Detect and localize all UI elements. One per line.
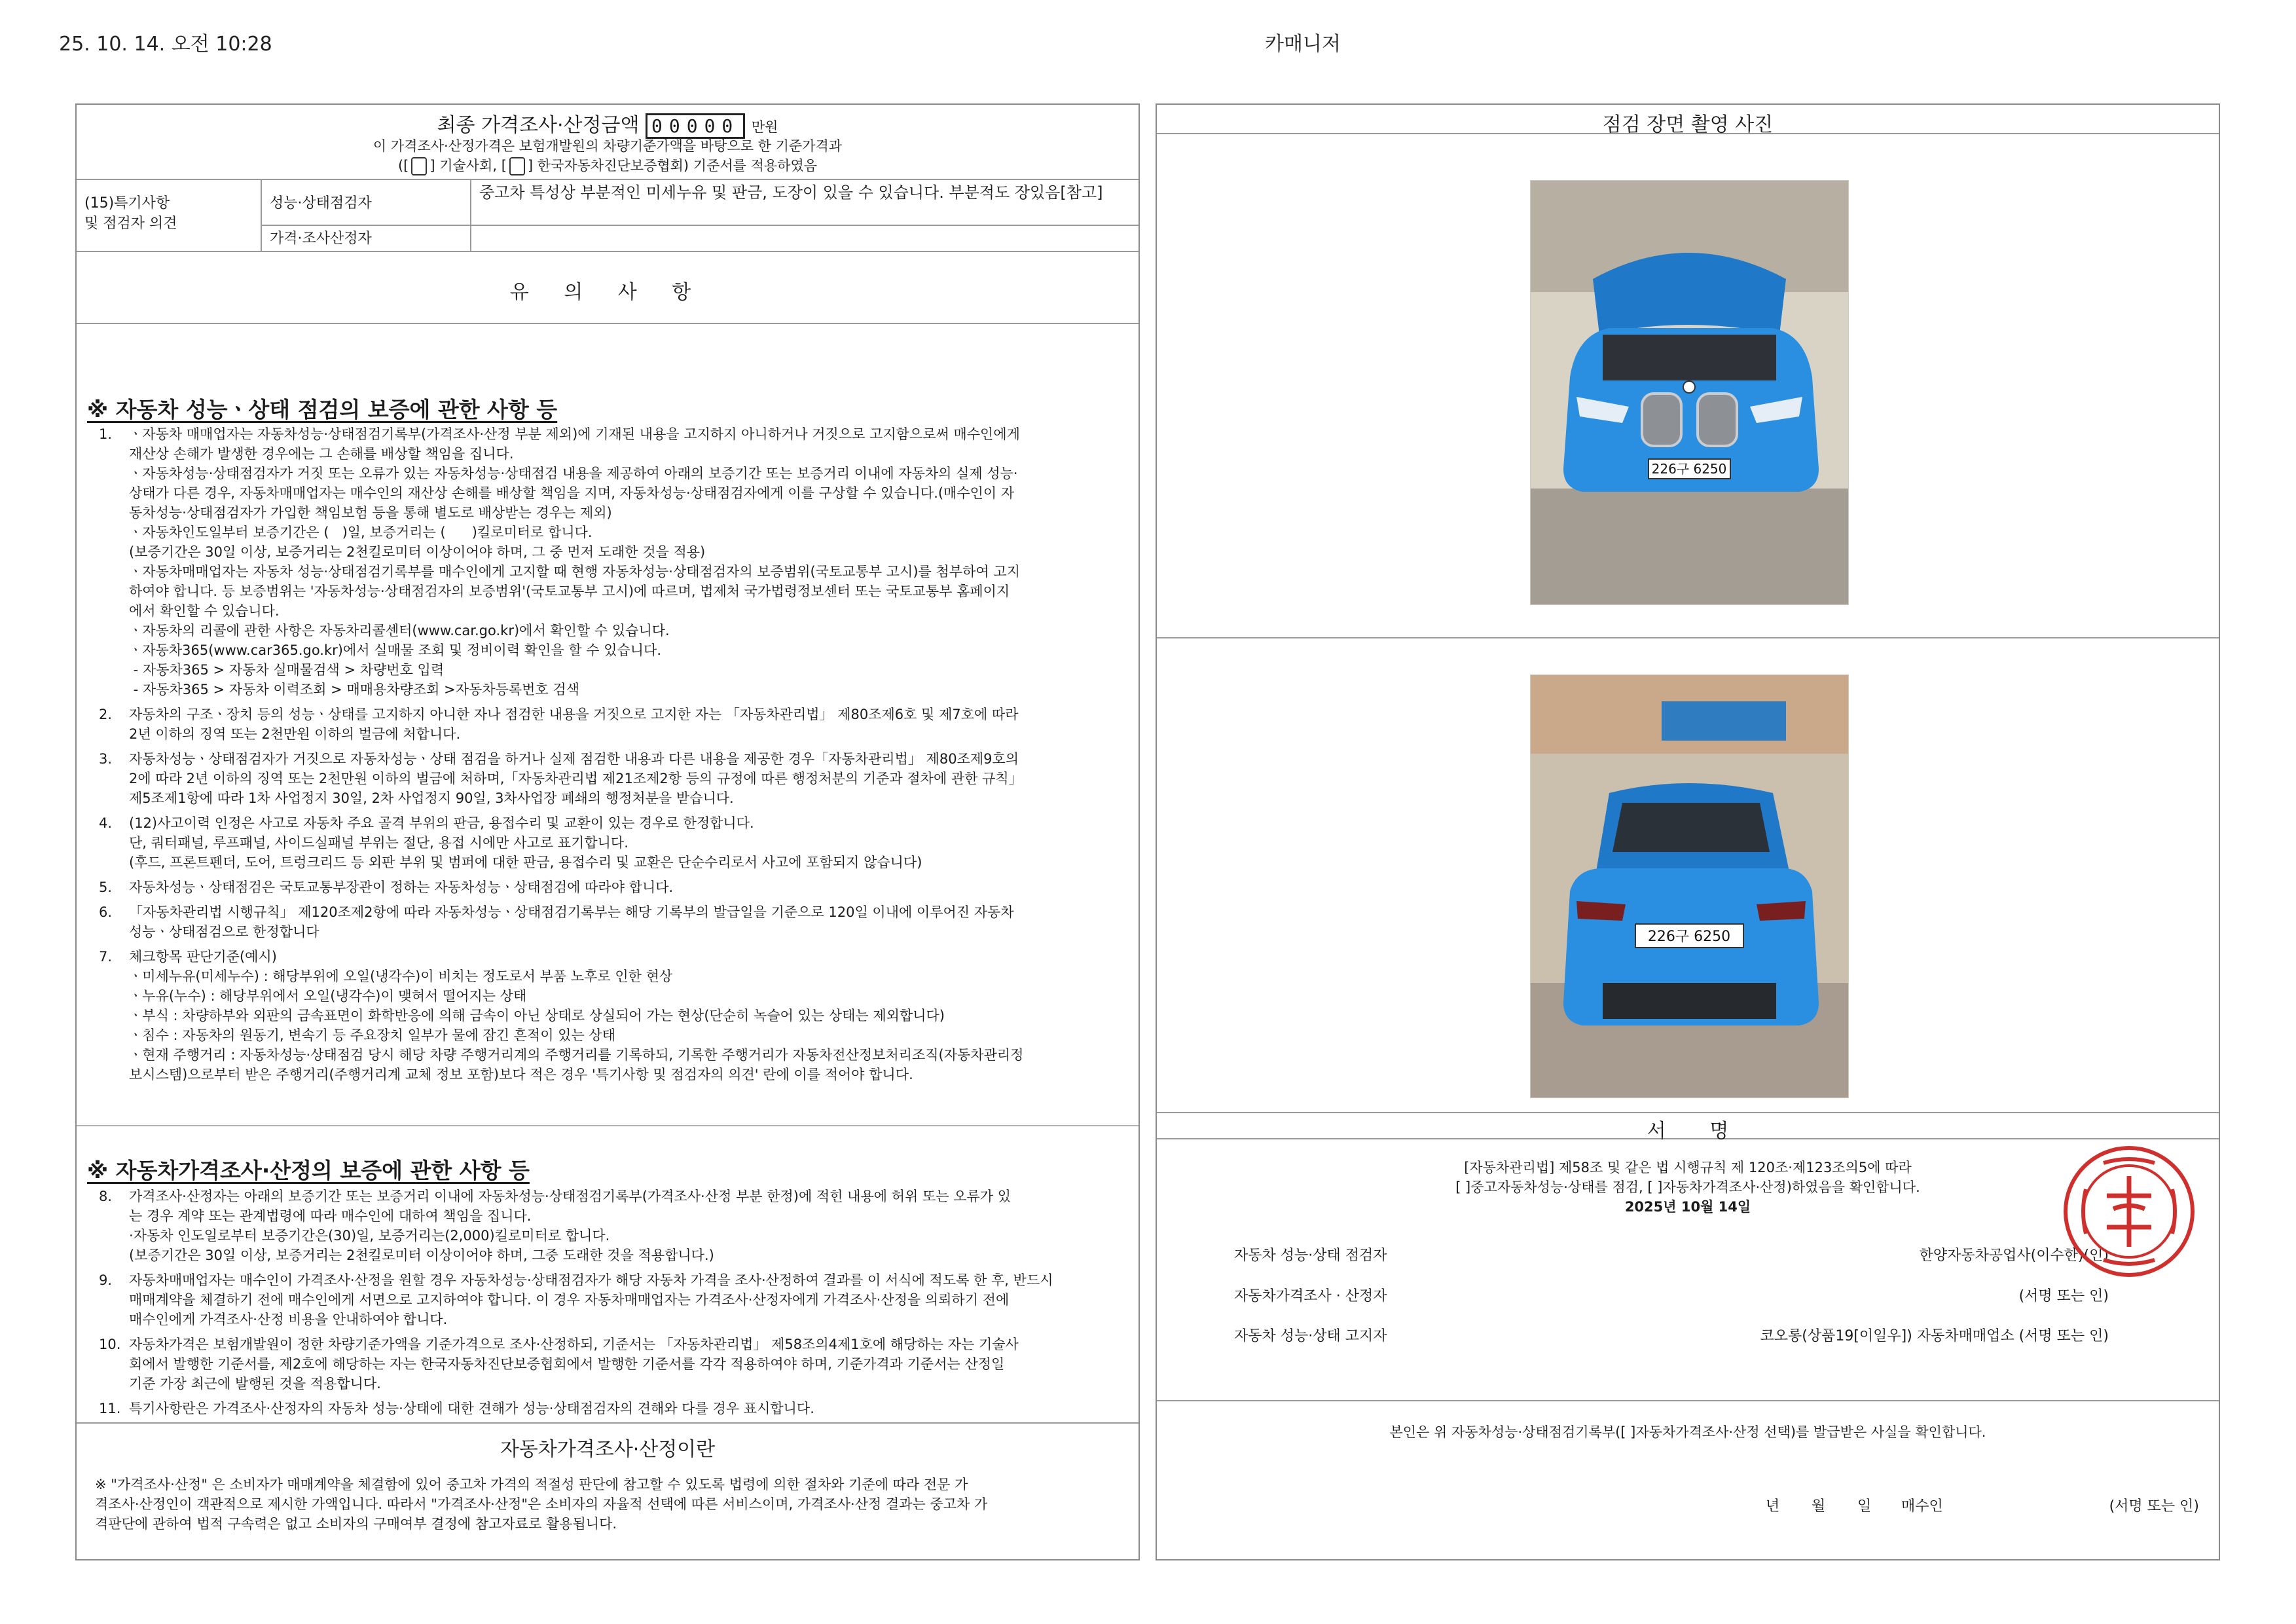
notice-item-line: (보증기간은 30일 이상, 보증거리는 2천킬로미터 이상이어야 하며, 그 중 먼저 도래한 것을 적용) [129, 544, 706, 560]
notice-item-line: (후드, 프론트펜더, 도어, 트렁크리드 등 외판 부위 및 범퍼에 대한 판금, 용접수리 및 교환은 단순수리로서 사고에 포함되지 않습니다) [129, 855, 922, 870]
photo-cell-2 [1157, 638, 2219, 1113]
notice-item-line: 성능ㆍ상태점검으로 한정합니다 [129, 924, 319, 940]
notice-item-line: ㆍ현재 주행거리 : 자동차성능·상태점검 당시 해당 차량 주행거리계의 주행거리를 기록하되, 기록한 주행거리가 자동차전산정보처리조직(자동차관리정 [129, 1047, 1024, 1063]
notice-item-line: 매매계약을 체결하기 전에 매수인에게 서면으로 고지하여야 합니다. 이 경우 자동차매매업자는 가격조사·산정자에게 가격조사·산정을 의뢰하기 전에 [129, 1292, 1010, 1308]
notice-item-line: ㆍ침수 : 자동차의 원동기, 변속기 등 주요장치 일부가 물에 잠긴 흔적이 있는 상태 [129, 1027, 616, 1043]
notice-item-line: 동차성능·상태점검자가 가입한 책임보험 등을 통해 별도로 배상받는 경우는 제외) [129, 505, 612, 521]
sign-row-appraiser-label: 자동차가격조사 · 산정자 [1234, 1288, 1387, 1304]
notice-item [99, 877, 1190, 897]
notice-item-number: 9. [99, 1272, 113, 1288]
notice-item-number: 1. [99, 426, 113, 442]
appraiser-label: 가격·조사산정자 [270, 231, 372, 247]
notice-item-line: ㆍ누유(누수) : 해당부위에서 오일(냉각수)이 맺혀서 떨어지는 상태 [129, 988, 527, 1004]
notice-item-line: 는 경우 계약 또는 관계법령에 따라 매수인에 대하여 책임을 집니다. [129, 1208, 532, 1224]
notice-item [99, 705, 1190, 744]
sign-title-block [1157, 1113, 2219, 1143]
law-line-1: [자동차관리법] 제58조 및 같은 법 시행규칙 제 120조·제123조의5에 따라 [1464, 1160, 1912, 1175]
car-rear-photo [1530, 674, 1849, 1098]
notice-item-line: 체크항목 판단기준(예시) [129, 949, 277, 965]
notice-title: 유 의 사 항 [509, 281, 706, 304]
print-timestamp: 25. 10. 14. 오전 10:28 [59, 33, 272, 56]
notice-item-line: 제5조제1항에 따라 1차 사업정지 30일, 2차 사업정지 90일, 3차사업장 폐쇄의 행정처분을 받습니다. [129, 790, 734, 806]
notice-item-line: - 자동차365 > 자동차 이력조회 > 매매용차량조회 >자동차등록번호 검색 [129, 682, 579, 697]
sign-date: 2025년 10월 14일 [1624, 1199, 1751, 1215]
notice-item-line: ㆍ자동차매매업자는 자동차 성능·상태점검기록부를 매수인에게 고지할 때 현행 자동차성능·상태점검자의 보증범위(국토교통부 고시)를 첨부하여 고지 [129, 564, 1020, 580]
notice-item-line: 2년 이하의 징역 또는 2천만원 이하의 벌금에 처합니다. [129, 726, 461, 742]
notice-title-block [77, 252, 1139, 324]
notice-item-line: ㆍ미세누유(미세누수) : 해당부위에 오일(냉각수)이 비치는 정도로서 부품 노후로 인한 현상 [129, 969, 673, 984]
notice-item-number: 10. [99, 1337, 121, 1352]
opinion-table [77, 180, 1139, 252]
notice-item-line: 에서 확인할 수 있습니다. [129, 603, 280, 619]
section-2-title: ※ 자동차가격조사·산정의 보증에 관한 사항 등 [87, 1158, 530, 1183]
notice-item [99, 813, 1190, 872]
car-rear-illustration [1531, 675, 1848, 1098]
definition-block [77, 1422, 1139, 1560]
site-name: 카매니저 [1265, 33, 1341, 56]
notice-item-line: ·자동차 인도일로부터 보증기간은(30)일, 보증거리는(2,000)킬로미터로 합니다. [129, 1228, 610, 1244]
final-price-digits: 00000 [646, 113, 745, 139]
notice-item-line: 「자동차관리법 시행규칙」 제120조제2항에 따라 자동차성능ㆍ상태점검기록부는 해당 기록부의 발급일을 기준으로 120일 이내에 이루어진 자동차 [129, 904, 1014, 920]
definition-text: ※ "가격조사·산정" 은 소비자가 매매계약을 체결함에 있어 중고차 가격의 적절성 판단에 참고할 수 있도록 법령에 의한 절차와 기준에 따라 전문 가 격조사·산정인이 객관적으로 제시한 가액입니다. 따라서 "가격조사·산정"은 소비자의 자율적 선택에 따른 서비스이며, 가격조사·산정 결과는 중고차 가 격판단에 관하여 법적 구속력은 없고 소비자의 구매여부 결정에 참고자료로 활용됩니다. [95, 1477, 988, 1532]
standard-line-1: 이 가격조사·산정가격은 보험개발원의 차량기준가액을 바탕으로 한 기준가격과 [373, 138, 843, 154]
notice-item-number: 5. [99, 879, 113, 895]
notice-item-line: 자동차매매업자는 매수인이 가격조사·산정을 원할 경우 자동차성능·상태점검자가 해당 자동차 가격을 조사·산정하여 결과를 이 서식에 적도록 한 후, 반드시 [129, 1272, 1053, 1288]
notice-item-line: ㆍ자동차성능·상태점검자가 거짓 또는 오류가 있는 자동차성능·상태점검 내용을 제공하여 아래의 보증기간 또는 보증거리 이내에 자동차의 실제 성능· [129, 466, 1018, 481]
year-label: 년 [1766, 1498, 1780, 1515]
notice-item [99, 424, 1190, 699]
receipt-line: 본인은 위 자동차성능·상태점검기록부([ ]자동차가격조사·산정 선택)를 발급받은 사실을 확인합니다. [1389, 1424, 1986, 1440]
notice-item-number: 2. [99, 707, 113, 722]
notice-item [99, 749, 1190, 808]
car-front-photo [1530, 180, 1849, 605]
notice-item-line: - 자동차365 > 자동차 실매물검색 > 차량번호 입력 [129, 662, 445, 678]
notice-item-line: (12)사고이력 인정은 사고로 자동차 주요 골격 부위의 판금, 용접수리 및 교환이 있는 경우로 한정합니다. [129, 815, 754, 831]
notice-item-number: 7. [99, 949, 113, 965]
notice-item-line: 재산상 손해가 발생한 경우에는 그 손해를 배상할 책임을 집니다. [129, 446, 514, 462]
notice-item [99, 1187, 1190, 1265]
notice-item-line: 가격조사·산정자는 아래의 보증기간 또는 보증거리 이내에 자동차성능·상태점검기록부(가격조사·산정 부분 한정)에 적힌 내용에 허위 또는 오류가 있 [129, 1189, 1011, 1204]
standard-line-2: ([ ] 기술사회, [ ] 한국자동차진단보증협회) 기준서를 적용하였음 [77, 156, 1139, 175]
notice-item-line: (보증기간은 30일 이상, 보증거리는 2천킬로미터 이상이어야 하며, 그중 도래한 것을 적용합니다.) [129, 1247, 714, 1263]
notice-item [99, 902, 1190, 942]
company-seal [2064, 1146, 2195, 1277]
notice-item-line: ㆍ자동차의 리콜에 관한 사항은 자동차리콜센터(www.car.go.kr)에서 확인할 수 있습니다. [129, 623, 670, 638]
final-price-line [77, 109, 1139, 139]
notice-item-line: 특기사항란은 가격조사·산정자의 자동차 성능·상태에 대한 견해가 성능·상태점검자의 견해와 다를 경우 표시합니다. [129, 1401, 814, 1416]
notice-item-line: 매수인에게 가격조사·산정 비용을 안내하여야 합니다. [129, 1312, 448, 1327]
sign-row-notifier-value: 코오롱(상품19[이일우]) 자동차매매업소 (서명 또는 인) [1760, 1328, 2109, 1344]
final-price-label: 최종 가격조사·산정금액 [437, 114, 640, 137]
sign-row-inspector-value: 한양자동차공업사(이수한)(인) [1919, 1247, 2109, 1264]
photo-cell-1 [1157, 134, 2219, 638]
sign-row-appraiser-value: (서명 또는 인) [2018, 1288, 2109, 1304]
receipt-block [1157, 1401, 2219, 1560]
section-1-title: ※ 자동차 성능ㆍ상태 점검의 보증에 관한 사항 등 [87, 397, 558, 422]
notice-item-line: 자동차가격은 보험개발원이 정한 차량기준가액을 기준가격으로 조사·산정하되, 기준서는 「자동차관리법」 제58조의4제1호에 해당하는 자는 기술사 [129, 1337, 1019, 1352]
left-panel [75, 103, 1140, 1560]
seal-marks [2068, 1150, 2191, 1273]
notice-item-line: ㆍ자동차365(www.car365.go.kr)에서 실매물 조회 및 정비이력 확인을 할 수 있습니다. [129, 642, 662, 658]
notice-item-line: 2에 따라 2년 이하의 징역 또는 2천만원 이하의 벌금에 처하며,「자동차관리법 제21조제2항 등의 규정에 따른 행정처분의 기준과 절차에 관한 규칙」 [129, 771, 1023, 786]
notice-item-line: 상태가 다른 경우, 자동차매매업자는 매수인의 재산상 손해를 배상할 책임을 지며, 자동차성능·상태점검자에게 이를 구상할 수 있습니다.(매수인이 자 [129, 485, 1015, 501]
notice-item-line: ㆍ부식 : 차량하부와 외판의 금속표면이 화학반응에 의해 금속이 아닌 상태로 상실되어 가는 현상(단순히 녹슬어 있는 상태는 제외합니다) [129, 1008, 945, 1024]
notice-item-number: 11. [99, 1401, 121, 1416]
notice-item-line: 단, 쿼터패널, 루프패널, 사이드실패널 부위는 절단, 용접 시에만 사고로 표기합니다. [129, 835, 629, 851]
day-label: 일 [1857, 1498, 1872, 1515]
notice-item [99, 1335, 1190, 1393]
sign-block [1157, 1139, 2219, 1401]
notice-item [99, 1270, 1190, 1329]
plate-text-1: 226구 6250 [1651, 461, 1727, 477]
plate-text-2: 226구 6250 [1647, 929, 1731, 945]
sign-row-notifier-label: 자동차 성능·상태 고지자 [1234, 1328, 1387, 1344]
opinion-label: (15)특기사항 및 점검자 의견 [84, 195, 177, 232]
sign-row-inspector-label: 자동차 성능·상태 점검자 [1234, 1247, 1387, 1264]
buyer-label: 매수인 [1901, 1498, 1943, 1515]
photo-title: 점검 장면 촬영 사진 [1602, 113, 1774, 136]
inspector-opinion-text: 중고차 특성상 부분적인 미세누유 및 판금, 도장이 있을 수 있습니다. 부분적도 장있음[참고] [479, 183, 1103, 202]
inspector-label: 성능·상태점검자 [270, 195, 372, 212]
buyer-signature-field[interactable]: (서명 또는 인) [2109, 1498, 2199, 1515]
notice-item [99, 1399, 1190, 1418]
right-panel [1156, 103, 2220, 1560]
final-price-unit: 만원 [751, 119, 778, 135]
notice-item-number: 8. [99, 1189, 113, 1204]
sign-title: 서 명 [1647, 1120, 1729, 1143]
notice-item-line: 자동차성능ㆍ상태점검은 국토교통부장관이 정하는 자동차성능ㆍ상태점검에 따라야 합니다. [129, 879, 674, 895]
photo-title-block [1157, 105, 2219, 134]
notice-item-line: 자동차성능ㆍ상태점검자가 거짓으로 자동차성능ㆍ상태 점검을 하거나 실제 점검한 내용과 다른 내용을 제공한 경우「자동차관리법」 제80조제9호의 [129, 751, 1019, 767]
notice-item-line: 회에서 발행한 기준서를, 제2호에 해당하는 자는 한국자동차진단보증협회에서 발행한 기준서를 각각 적용하여야 하며, 기준가격과 기준서는 산정일 [129, 1356, 1005, 1372]
notice-item-number: 3. [99, 751, 113, 767]
divider [77, 1125, 1139, 1126]
checkbox-engineer-society[interactable] [411, 157, 427, 175]
checkbox-diagnosis-assoc[interactable] [509, 157, 525, 175]
car-front-illustration [1531, 181, 1848, 604]
month-label: 월 [1812, 1498, 1826, 1515]
notice-item-line: 기준 가장 최근에 발행된 것을 적용합니다. [129, 1376, 381, 1392]
notice-item [99, 947, 1190, 1084]
notice-item-line: 보시스템)으로부터 받은 주행거리(주행거리계 교체 정보 포함)보다 적은 경우 '특기사항 및 점검자의 의견' 란에 이를 적어야 합니다. [129, 1067, 913, 1082]
notice-item-line: ㆍ자동차 매매업자는 자동차성능·상태점검기록부(가격조사·산정 부분 제외)에 기재된 내용을 고지하지 아니하거나 거짓으로 고지함으로써 매수인에게 [129, 426, 1020, 442]
notice-item-number: 6. [99, 904, 113, 920]
notice-item-line: 하여야 합니다. 등 보증범위는 '자동차성능·상태점검자의 보증범위'(국토교통부 고시)에 따르며, 법제처 국가법령정보센터 또는 국토교통부 홈페이지 [129, 583, 1010, 599]
notice-item-line: 자동차의 구조ㆍ장치 등의 성능ㆍ상태를 고지하지 아니한 자나 점검한 내용을 거짓으로 고지한 자는 「자동차관리법」 제80조제6호 및 제7호에 따라 [129, 707, 1019, 722]
definition-title: 자동차가격조사·산정이란 [500, 1438, 716, 1461]
law-line-2: [ ]중고자동차성능·상태를 점검, [ ]자동차가격조사·산정)하였음을 확인합니다. [1455, 1179, 1920, 1195]
notice-item-line: ㆍ자동차인도일부터 보증기간은 ( )일, 보증거리는 ( )킬로미터로 합니다. [129, 525, 592, 540]
final-price-block [77, 105, 1139, 180]
notice-item-number: 4. [99, 815, 113, 831]
